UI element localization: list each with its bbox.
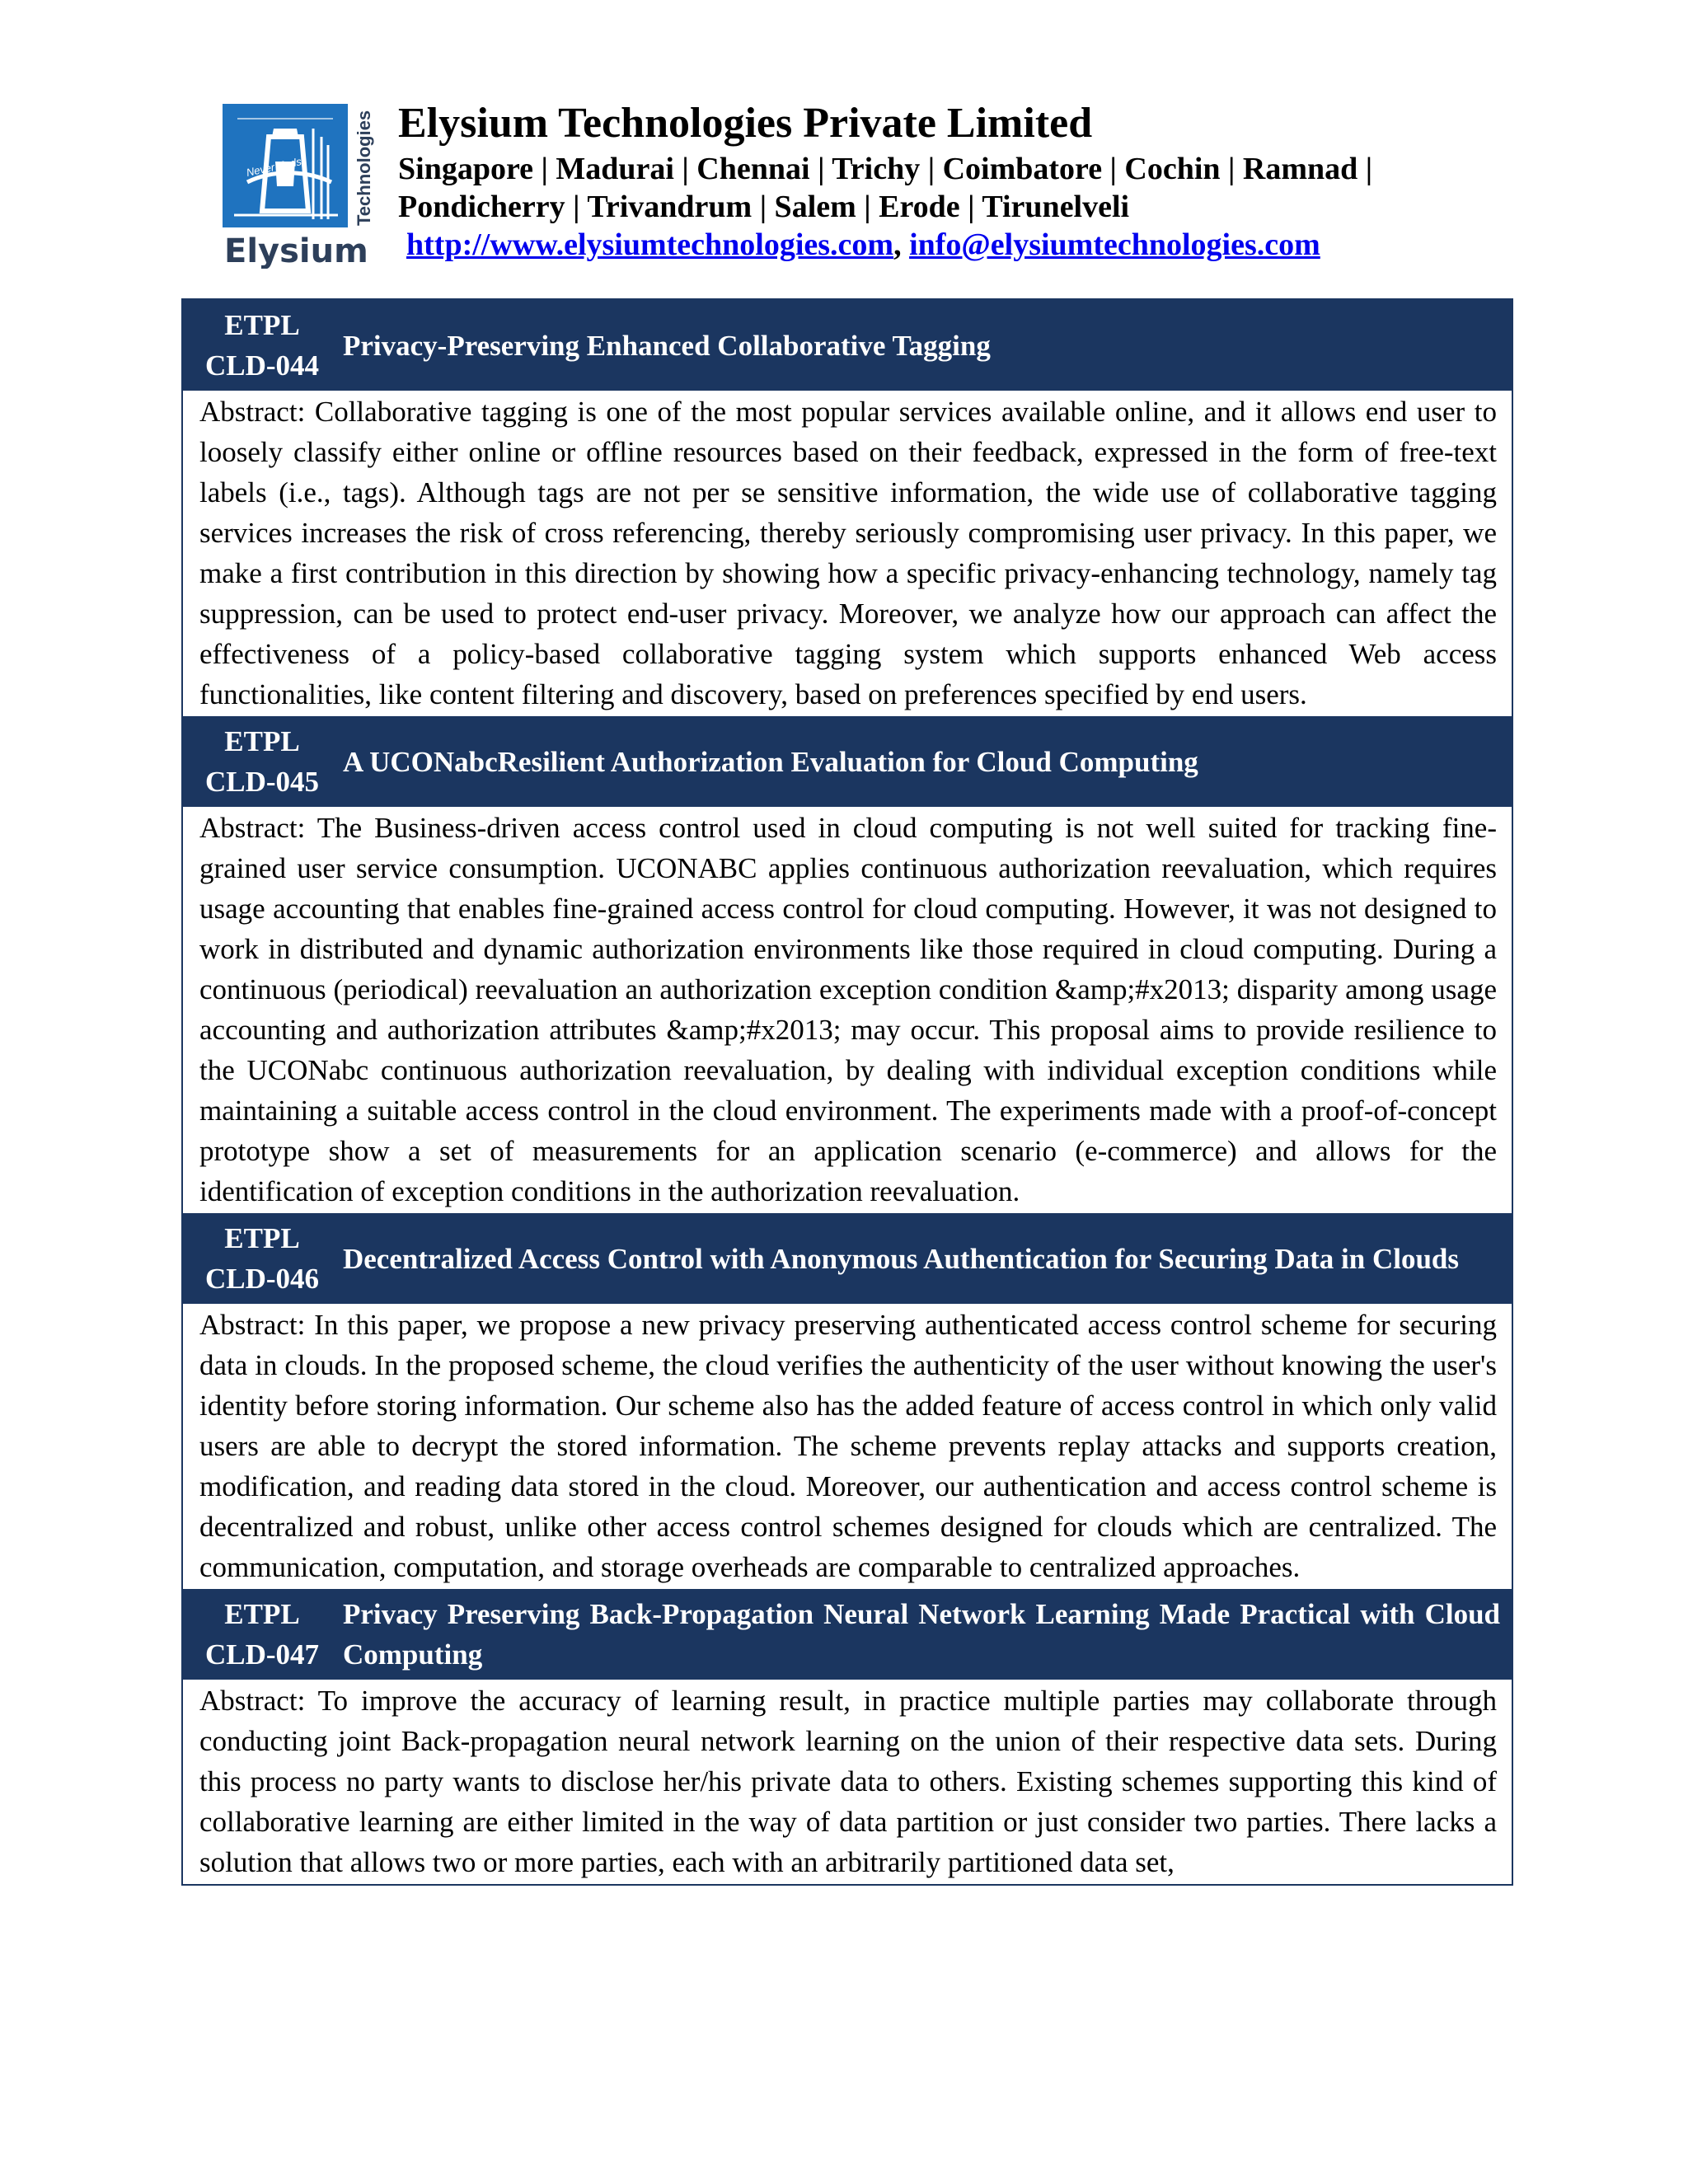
svg-text:Technologies: Technologies — [354, 110, 374, 226]
company-name: Elysium Technologies Private Limited — [398, 100, 1093, 147]
entry-code-number: CLD-046 — [204, 1263, 320, 1295]
entry-title: Privacy Preserving Back-Propagation Neural Network Learning Made Practical with Cloud Computing — [343, 1598, 1500, 1671]
project-entry — [183, 1589, 1512, 1884]
project-entry — [183, 300, 1512, 716]
project-entry — [183, 1213, 1512, 1589]
lighthouse-logo-icon — [223, 104, 348, 227]
entry-abstract: Abstract: To improve the accuracy of learning result, in practice multiple parties may collaborate through conducting joint Back-propagation neural network learning on the union of their respective data sets. During this process no party wants to disclose her/his private data to others. Existing schemes supporting this kind of collaborative learning are either limited in the way of data partition or just consider two parties. There lacks a solution that allows two or more parties, each with an arbitrarily partitioned data set, — [183, 1680, 1512, 1884]
svg-text:Elysium: Elysium — [224, 232, 368, 269]
entry-code-prefix: ETPL — [224, 1598, 300, 1630]
entry-abstract: Abstract: Collaborative tagging is one of the most popular services available online, and it allows end user to loosely classify either online or offline resources based on their feedback, expressed in the form of free-text labels (i.e., tags). Although tags are not per se sensitive information, the wide use of collaborative tagging services increases the risk of cross referencing, thereby seriously compromising user privacy. In this paper, we make a first contribution in this direction by showing how a specific privacy-enhancing technology, namely tag suppression, can be used to protect end-user privacy. Moreover, we analyze how our approach can affect the effectiveness of a policy-based collaborative tagging system which supports enhanced Web access functionalities, like content filtering and discovery, based on preferences specified by end users. — [183, 391, 1512, 716]
logo-tagline: Never Ends — [245, 155, 303, 179]
elysium-logo — [223, 97, 379, 270]
website-link[interactable]: http://www.elysiumtechnologies.com — [406, 227, 894, 262]
branch-locations: Singapore | Madurai | Chennai | Trichy | Coimbatore | Cochin | Ramnad | Pondicherry | Trivandrum | Salem | Erode | Tirunelveli — [398, 152, 1373, 224]
email-link[interactable]: info@elysiumtechnologies.com — [909, 227, 1320, 262]
entry-code-prefix: ETPL — [224, 309, 300, 341]
entry-title: Privacy-Preserving Enhanced Collaborative Tagging — [343, 329, 991, 362]
entry-code-prefix: ETPL — [224, 725, 300, 757]
entry-code — [183, 305, 341, 386]
logo-wordmark — [223, 231, 379, 269]
entry-code — [183, 1218, 341, 1299]
entry-code-number: CLD-047 — [204, 1638, 320, 1671]
project-table — [181, 298, 1513, 1886]
entry-code — [183, 721, 341, 802]
entry-abstract: Abstract: In this paper, we propose a new privacy preserving authenticated access control scheme for securing data in clouds. In the proposed scheme, the cloud verifies the authenticity of the user without knowing the user's identity before storing information. Our scheme also has the added feature of access control in which only valid users are able to decrypt the stored information. The scheme prevents replay attacks and supports creation, modification, and reading data stored in the cloud. Moreover, our authentication and access control scheme is decentralized and robust, unlike other access control schemes designed for clouds which are centralized. The communication, computation, and storage overheads are comparable to centralized approaches. — [183, 1304, 1512, 1589]
entry-title: A UCONabcResilient Authorization Evaluation for Cloud Computing — [343, 745, 1198, 778]
logo-vertical-text — [349, 104, 377, 227]
entry-header — [183, 1589, 1512, 1680]
entry-abstract: Abstract: The Business-driven access control used in cloud computing is not well suited for tracking fine-grained user service consumption. UCONABC applies continuous authorization reevaluation, which requires usage accounting that enables fine-grained access control for cloud computing. However, it was not designed to work in distributed and dynamic authorization environments like those required in cloud computing. During a continuous (periodical) reevaluation an authorization exception condition &amp;#x2013; disparity among usage accounting and authorization attributes &amp;#x2013; may occur. This proposal aims to provide resilience to the UCONabc continuous authorization reevaluation, by dealing with individual exception conditions while maintaining a suitable access control in the cloud environment. The experiments made with a proof-of-concept prototype show a set of measurements for an application scenario (e-commerce) and allows for the identification of exception conditions in the authorization reevaluation. — [183, 807, 1512, 1213]
entry-header — [183, 1213, 1512, 1304]
company-info — [398, 97, 1511, 264]
page-header — [223, 97, 1508, 270]
entry-title: Decentralized Access Control with Anonymous Authentication for Securing Data in Clouds — [343, 1242, 1460, 1275]
link-separator: , — [893, 227, 902, 262]
entry-header — [183, 300, 1512, 391]
entry-code-number: CLD-044 — [204, 349, 320, 382]
project-entry — [183, 716, 1512, 1213]
contact-links — [406, 226, 1511, 264]
entry-header — [183, 716, 1512, 807]
entry-code — [183, 1594, 341, 1675]
entry-code-number: CLD-045 — [204, 766, 320, 798]
entry-code-prefix: ETPL — [224, 1222, 300, 1254]
